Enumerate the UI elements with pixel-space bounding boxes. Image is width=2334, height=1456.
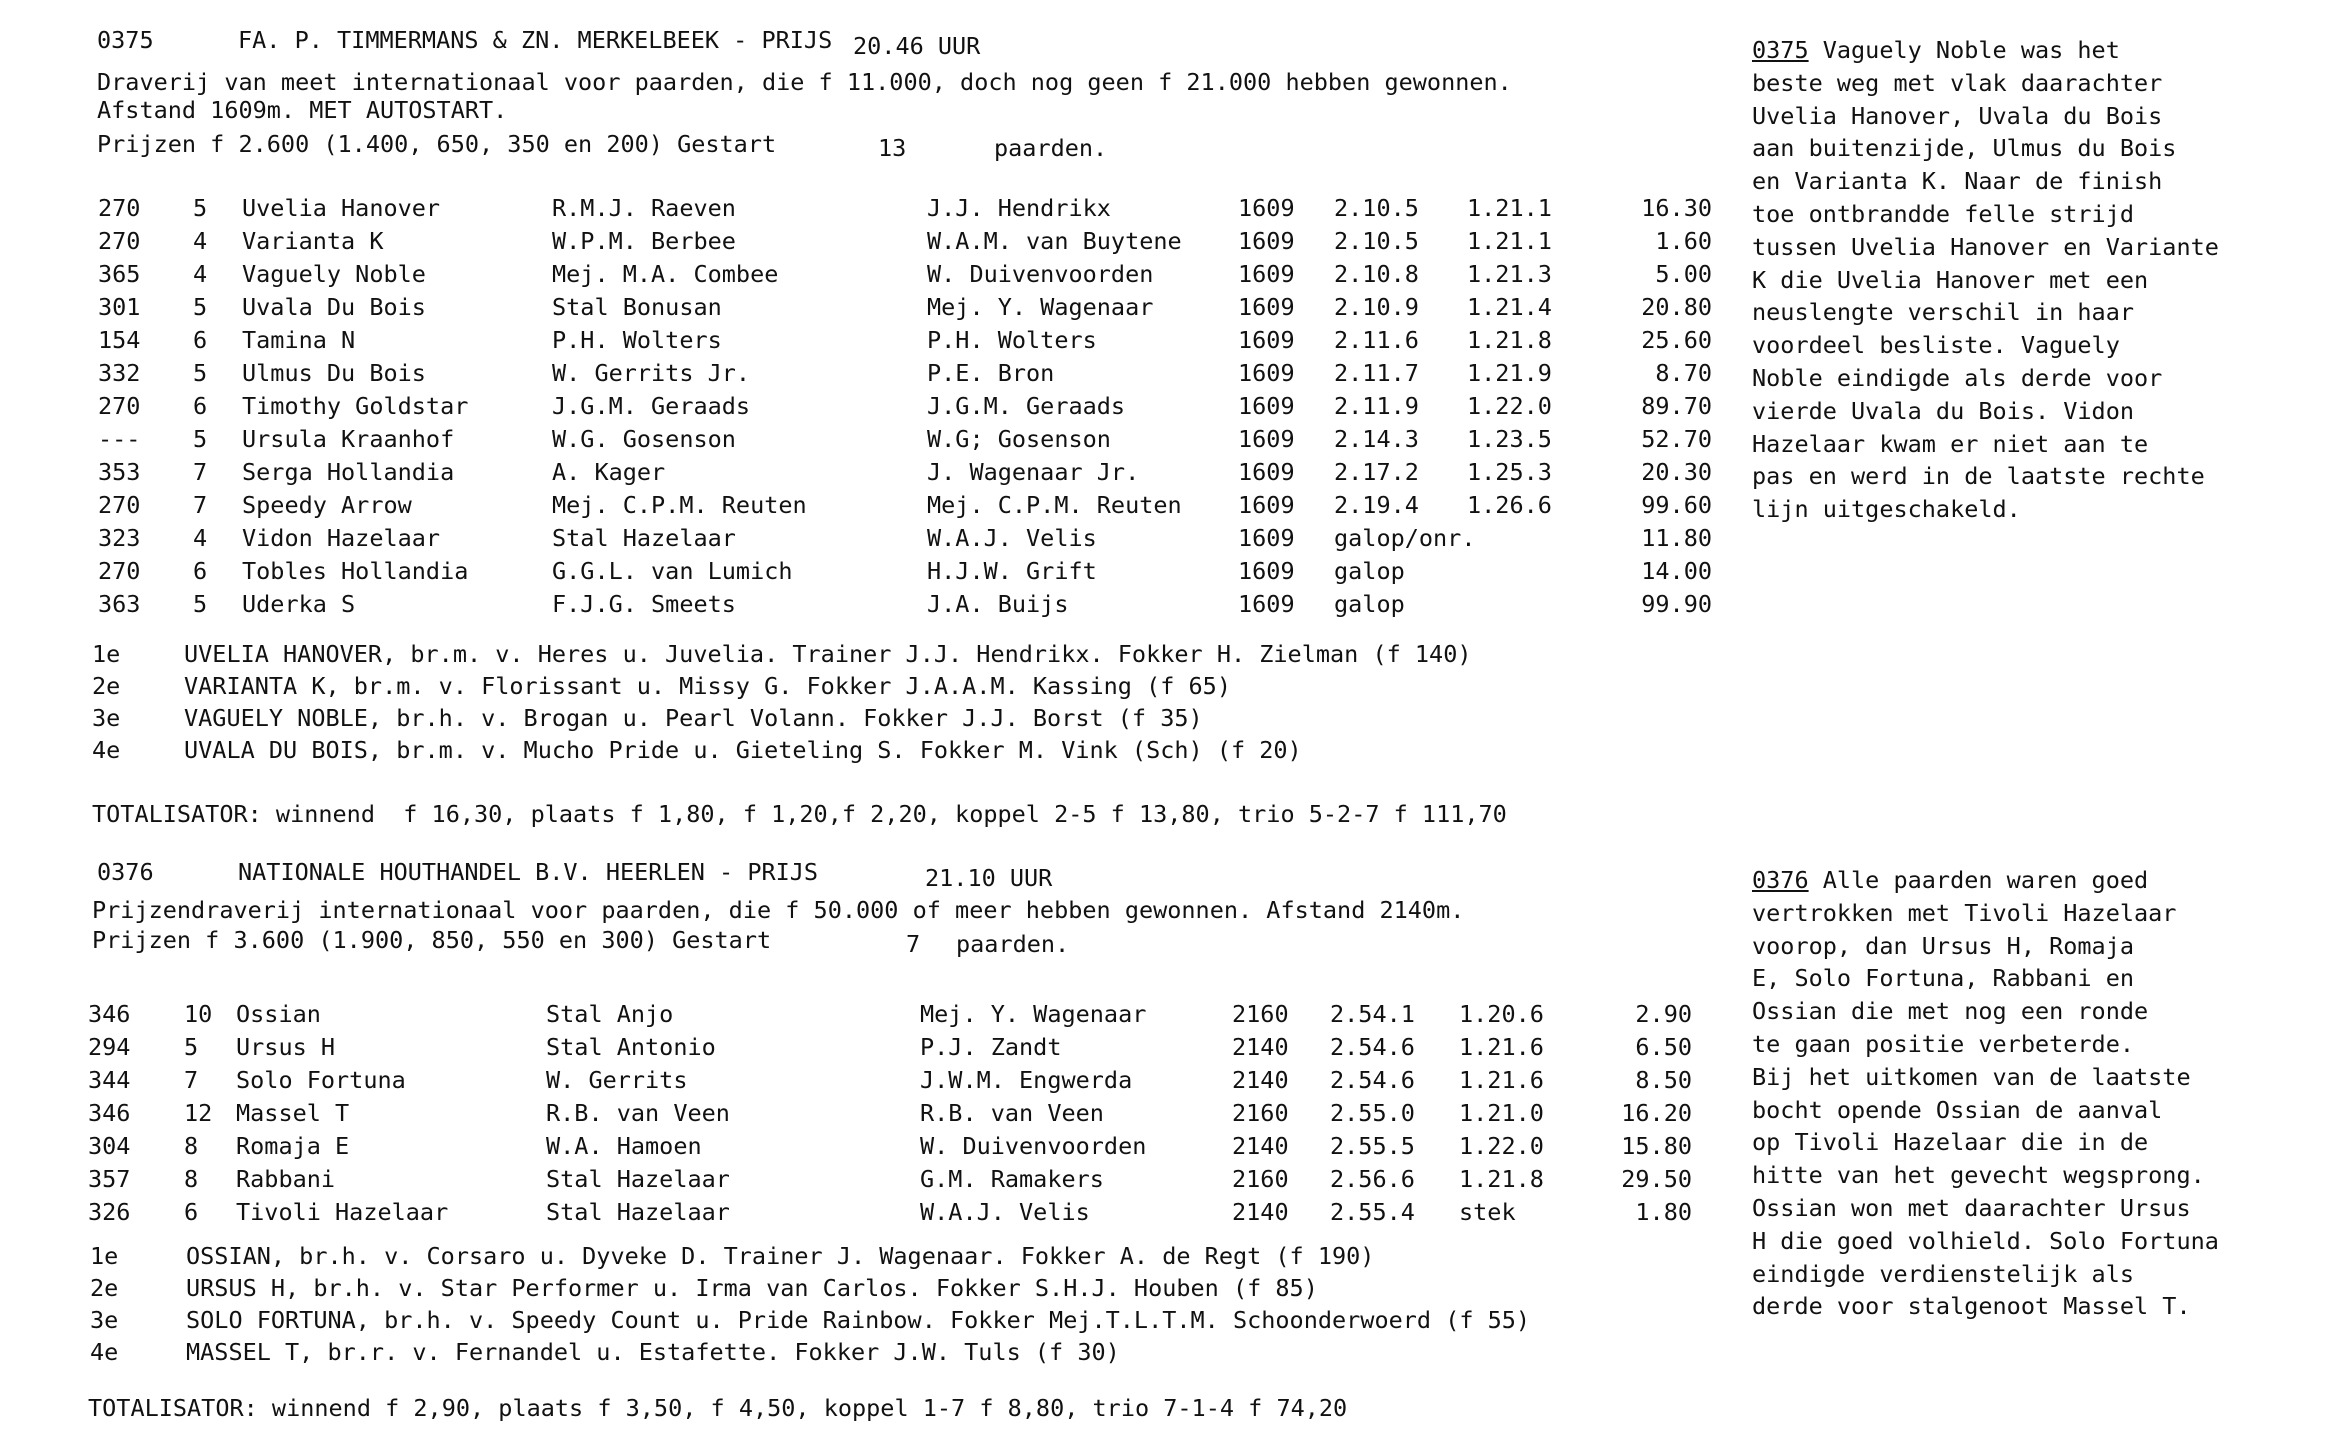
- entry-num: 323: [98, 524, 141, 552]
- result-text: VAGUELY NOBLE, br.h. v. Brogan u. Pearl Volann. Fokker J.J. Borst (f 35): [184, 704, 1203, 732]
- report-line: Uvelia Hanover, Uvala du Bois: [1752, 101, 2163, 130]
- race-description: Draverij van meet internationaal voor paarden, die f 11.000, doch nog geen f 21.000 hebben gewonnen.: [97, 68, 1512, 96]
- race-time: 21.10 UUR: [925, 864, 1053, 892]
- entry-odds: 89.70: [1641, 392, 1712, 420]
- entry-km-time: 1.21.8: [1459, 1165, 1544, 1193]
- entry-driver: H.J.W. Grift: [927, 557, 1097, 585]
- entry-horse: Uvelia Hanover: [242, 194, 441, 222]
- entry-time: 2.17.2: [1334, 458, 1419, 486]
- entry-odds: 52.70: [1641, 425, 1712, 453]
- entry-row: [0, 458, 1740, 491]
- result-place: 3e: [90, 1306, 119, 1334]
- race-description: Prijzendraverij internationaal voor paarden, die f 50.000 of meer hebben gewonnen. Afstand 2140m.: [92, 896, 1465, 924]
- result-place: 1e: [92, 640, 121, 668]
- entry-km-time: 1.22.0: [1459, 1132, 1544, 1160]
- entry-distance: 1609: [1238, 524, 1295, 552]
- entry-distance: 1609: [1238, 425, 1295, 453]
- result-place: 2e: [92, 672, 121, 700]
- entry-time: 2.55.5: [1330, 1132, 1415, 1160]
- entry-driver: W.A.J. Velis: [920, 1198, 1090, 1226]
- entry-odds: 29.50: [1621, 1165, 1692, 1193]
- entry-age: 5: [184, 1033, 199, 1061]
- result-place: 2e: [90, 1274, 119, 1302]
- entry-owner: Stal Bonusan: [552, 293, 722, 321]
- result-place: 4e: [90, 1338, 119, 1366]
- entry-row: [0, 1000, 1740, 1033]
- race-started-suffix: paarden.: [956, 930, 1070, 958]
- entry-age: 8: [184, 1165, 199, 1193]
- entry-km-time: 1.26.6: [1467, 491, 1552, 519]
- entry-distance: 1609: [1238, 590, 1295, 618]
- result-place: 3e: [92, 704, 121, 732]
- entry-km-time: 1.21.6: [1459, 1033, 1544, 1061]
- entry-time: 2.10.5: [1334, 227, 1419, 255]
- entry-row: [0, 392, 1740, 425]
- entry-odds: 16.30: [1641, 194, 1712, 222]
- entry-row: [0, 227, 1740, 260]
- totalisator-line: TOTALISATOR: winnend f 2,90, plaats f 3,50, f 4,50, koppel 1-7 f 8,80, trio 7-1-4 f 74,20: [88, 1394, 1348, 1422]
- entry-num: 301: [98, 293, 141, 321]
- report-race-id: 0376: [1752, 866, 1809, 894]
- race-started-count: 13: [878, 134, 907, 162]
- report-line: hitte van het gevecht wegsprong.: [1752, 1161, 2205, 1190]
- entry-row: [0, 557, 1740, 590]
- entry-distance: 1609: [1238, 359, 1295, 387]
- entry-horse: Speedy Arrow: [242, 491, 412, 519]
- entry-odds: 2.90: [1635, 1000, 1692, 1028]
- entry-km-time: 1.20.6: [1459, 1000, 1544, 1028]
- result-text: VARIANTA K, br.m. v. Florissant u. Missy G. Fokker J.A.A.M. Kassing (f 65): [184, 672, 1231, 700]
- entry-time: 2.54.1: [1330, 1000, 1415, 1028]
- entry-age: 6: [184, 1198, 199, 1226]
- entry-row: [0, 590, 1740, 623]
- race-report-0376: [1752, 864, 2312, 1323]
- entry-horse: Tivoli Hazelaar: [236, 1198, 449, 1226]
- entry-owner: W.A. Hamoen: [546, 1132, 702, 1160]
- report-line: 0376 Alle paarden waren goed: [1752, 866, 2149, 894]
- entry-horse: Varianta K: [242, 227, 384, 255]
- entry-distance: 2140: [1232, 1132, 1289, 1160]
- entry-horse: Massel T: [236, 1099, 350, 1127]
- entry-odds: 8.70: [1655, 359, 1712, 387]
- entry-owner: J.G.M. Geraads: [552, 392, 751, 420]
- entry-time: galop: [1334, 590, 1405, 618]
- entry-driver: W.A.M. van Buytene: [927, 227, 1182, 255]
- entry-time: galop/onr.: [1334, 524, 1476, 552]
- report-line: E, Solo Fortuna, Rabbani en: [1752, 964, 2135, 993]
- entry-odds: 1.60: [1655, 227, 1712, 255]
- report-line: Ossian won met daarachter Ursus: [1752, 1193, 2191, 1222]
- race-started-count: 7: [906, 930, 921, 958]
- entry-distance: 2160: [1232, 1099, 1289, 1127]
- entry-time: galop: [1334, 557, 1405, 585]
- report-line: te gaan positie verbeterde.: [1752, 1029, 2135, 1058]
- entry-distance: 1609: [1238, 392, 1295, 420]
- entry-driver: W. Duivenvoorden: [927, 260, 1154, 288]
- entry-num: 154: [98, 326, 141, 354]
- entry-age: 5: [193, 425, 208, 453]
- entry-row: [0, 524, 1740, 557]
- entry-owner: Stal Anjo: [546, 1000, 674, 1028]
- race-number: 0376: [97, 858, 154, 886]
- entry-num: 270: [98, 557, 141, 585]
- report-line: Ossian die met nog een ronde: [1752, 997, 2149, 1026]
- entry-row: [0, 425, 1740, 458]
- entry-km-time: 1.21.9: [1467, 359, 1552, 387]
- report-line: toe ontbrandde felle strijd: [1752, 199, 2135, 228]
- entry-odds: 20.80: [1641, 293, 1712, 321]
- entry-row: [0, 260, 1740, 293]
- entry-num: 353: [98, 458, 141, 486]
- entry-horse: Vidon Hazelaar: [242, 524, 441, 552]
- entry-horse: Timothy Goldstar: [242, 392, 469, 420]
- entry-owner: W. Gerrits: [546, 1066, 688, 1094]
- entry-row: [0, 359, 1740, 392]
- report-line: en Varianta K. Naar de finish: [1752, 167, 2163, 196]
- entry-odds: 99.60: [1641, 491, 1712, 519]
- entry-num: 270: [98, 491, 141, 519]
- report-race-id: 0375: [1752, 36, 1809, 64]
- report-line: pas en werd in de laatste rechte: [1752, 462, 2205, 491]
- entry-distance: 1609: [1238, 491, 1295, 519]
- entry-distance: 2160: [1232, 1000, 1289, 1028]
- entry-driver: J.J. Hendrikx: [927, 194, 1111, 222]
- report-line: H die goed volhield. Solo Fortuna: [1752, 1226, 2219, 1255]
- entry-age: 4: [193, 260, 208, 288]
- entry-driver: P.H. Wolters: [927, 326, 1097, 354]
- entry-km-time: stek: [1459, 1198, 1516, 1226]
- entry-driver: J. Wagenaar Jr.: [927, 458, 1140, 486]
- result-place: 4e: [92, 736, 121, 764]
- entry-horse: Tobles Hollandia: [242, 557, 469, 585]
- race-distance: Afstand 1609m. MET AUTOSTART.: [97, 96, 508, 124]
- entry-odds: 14.00: [1641, 557, 1712, 585]
- entry-age: 6: [193, 557, 208, 585]
- race-prizes: Prijzen f 2.600 (1.400, 650, 350 en 200) Gestart: [97, 130, 777, 158]
- entry-horse: Uderka S: [242, 590, 356, 618]
- entry-horse: Serga Hollandia: [242, 458, 455, 486]
- report-line: lijn uitgeschakeld.: [1752, 495, 2021, 524]
- entry-time: 2.19.4: [1334, 491, 1419, 519]
- entry-distance: 1609: [1238, 557, 1295, 585]
- report-line: voorop, dan Ursus H, Romaja: [1752, 931, 2135, 960]
- entry-age: 7: [193, 458, 208, 486]
- entry-odds: 5.00: [1655, 260, 1712, 288]
- race-report-0375: [1752, 34, 2312, 526]
- report-line: Bij het uitkomen van de laatste: [1752, 1062, 2191, 1091]
- report-line: K die Uvelia Hanover met een: [1752, 265, 2149, 294]
- entry-owner: Mej. M.A. Combee: [552, 260, 779, 288]
- entry-owner: Stal Hazelaar: [552, 524, 736, 552]
- entry-horse: Vaguely Noble: [242, 260, 426, 288]
- entry-distance: 1609: [1238, 326, 1295, 354]
- report-line: vertrokken met Tivoli Hazelaar: [1752, 898, 2177, 927]
- report-line: vierde Uvala du Bois. Vidon: [1752, 396, 2135, 425]
- entry-km-time: 1.23.5: [1467, 425, 1552, 453]
- entry-owner: A. Kager: [552, 458, 666, 486]
- entry-num: 357: [88, 1165, 131, 1193]
- report-line: tussen Uvelia Hanover en Variante: [1752, 232, 2219, 261]
- entry-owner: W.G. Gosenson: [552, 425, 736, 453]
- entry-num: 346: [88, 1000, 131, 1028]
- entry-time: 2.56.6: [1330, 1165, 1415, 1193]
- entry-time: 2.11.6: [1334, 326, 1419, 354]
- entry-driver: Mej. Y. Wagenaar: [920, 1000, 1147, 1028]
- entry-num: ---: [98, 425, 141, 453]
- report-line: derde voor stalgenoot Massel T.: [1752, 1292, 2191, 1321]
- report-line: voordeel besliste. Vaguely: [1752, 331, 2120, 360]
- entry-odds: 20.30: [1641, 458, 1712, 486]
- report-line: eindigde verdienstelijk als: [1752, 1259, 2135, 1288]
- entry-num: 294: [88, 1033, 131, 1061]
- entry-row: [0, 1033, 1740, 1066]
- entry-row: [0, 1099, 1740, 1132]
- entry-age: 8: [184, 1132, 199, 1160]
- entry-horse: Ulmus Du Bois: [242, 359, 426, 387]
- report-line: neuslengte verschil in haar: [1752, 298, 2135, 327]
- report-line: 0375 Vaguely Noble was het: [1752, 36, 2120, 64]
- entry-distance: 1609: [1238, 227, 1295, 255]
- report-line: aan buitenzijde, Ulmus du Bois: [1752, 134, 2177, 163]
- entry-time: 2.11.9: [1334, 392, 1419, 420]
- entry-owner: W. Gerrits Jr.: [552, 359, 751, 387]
- result-text: OSSIAN, br.h. v. Corsaro u. Dyveke D. Trainer J. Wagenaar. Fokker A. de Regt (f 190): [186, 1242, 1375, 1270]
- entry-owner: Stal Hazelaar: [546, 1165, 730, 1193]
- entry-horse: Ursus H: [236, 1033, 336, 1061]
- entry-driver: P.E. Bron: [927, 359, 1055, 387]
- race-prizes: Prijzen f 3.600 (1.900, 850, 550 en 300) Gestart: [92, 926, 772, 954]
- entry-time: 2.11.7: [1334, 359, 1419, 387]
- entry-time: 2.14.3: [1334, 425, 1419, 453]
- entry-driver: J.W.M. Engwerda: [920, 1066, 1133, 1094]
- entry-driver: W.G; Gosenson: [927, 425, 1111, 453]
- entry-odds: 99.90: [1641, 590, 1712, 618]
- entry-age: 5: [193, 590, 208, 618]
- entry-driver: R.B. van Veen: [920, 1099, 1104, 1127]
- entry-row: [0, 1165, 1740, 1198]
- entry-row: [0, 194, 1740, 227]
- report-line: Noble eindigde als derde voor: [1752, 363, 2163, 392]
- entry-odds: 16.20: [1621, 1099, 1692, 1127]
- entry-km-time: 1.21.0: [1459, 1099, 1544, 1127]
- entry-num: 344: [88, 1066, 131, 1094]
- entry-age: 6: [193, 326, 208, 354]
- entry-horse: Uvala Du Bois: [242, 293, 426, 321]
- entry-km-time: 1.21.3: [1467, 260, 1552, 288]
- result-text: UVALA DU BOIS, br.m. v. Mucho Pride u. Gieteling S. Fokker M. Vink (Sch) (f 20): [184, 736, 1302, 764]
- entry-row: [0, 293, 1740, 326]
- entry-row: [0, 1132, 1740, 1165]
- entry-row: [0, 1066, 1740, 1099]
- entry-odds: 11.80: [1641, 524, 1712, 552]
- entry-age: 5: [193, 293, 208, 321]
- entry-distance: 2140: [1232, 1033, 1289, 1061]
- entry-owner: R.B. van Veen: [546, 1099, 730, 1127]
- entry-time: 2.54.6: [1330, 1066, 1415, 1094]
- entry-time: 2.54.6: [1330, 1033, 1415, 1061]
- entry-age: 7: [184, 1066, 199, 1094]
- entry-driver: Mej. Y. Wagenaar: [927, 293, 1154, 321]
- entry-time: 2.10.8: [1334, 260, 1419, 288]
- entry-age: 4: [193, 227, 208, 255]
- entry-age: 10: [184, 1000, 213, 1028]
- entry-horse: Rabbani: [236, 1165, 336, 1193]
- entry-age: 7: [193, 491, 208, 519]
- entry-km-time: 1.22.0: [1467, 392, 1552, 420]
- entry-num: 346: [88, 1099, 131, 1127]
- entry-num: 304: [88, 1132, 131, 1160]
- race-number: 0375: [97, 26, 154, 54]
- report-line: op Tivoli Hazelaar die in de: [1752, 1128, 2149, 1157]
- entry-owner: P.H. Wolters: [552, 326, 722, 354]
- entry-num: 270: [98, 194, 141, 222]
- entry-odds: 15.80: [1621, 1132, 1692, 1160]
- entry-owner: G.G.L. van Lumich: [552, 557, 793, 585]
- result-text: URSUS H, br.h. v. Star Performer u. Irma van Carlos. Fokker S.H.J. Houben (f 85): [186, 1274, 1318, 1302]
- entry-num: 365: [98, 260, 141, 288]
- report-line: beste weg met vlak daarachter: [1752, 68, 2163, 97]
- entry-odds: 25.60: [1641, 326, 1712, 354]
- entry-time: 2.10.9: [1334, 293, 1419, 321]
- entry-horse: Ursula Kraanhof: [242, 425, 455, 453]
- entry-km-time: 1.25.3: [1467, 458, 1552, 486]
- entry-driver: W.A.J. Velis: [927, 524, 1097, 552]
- entry-horse: Romaja E: [236, 1132, 350, 1160]
- entry-num: 270: [98, 227, 141, 255]
- entry-distance: 1609: [1238, 458, 1295, 486]
- entry-row: [0, 1198, 1740, 1231]
- entry-odds: 6.50: [1635, 1033, 1692, 1061]
- entry-driver: Mej. C.P.M. Reuten: [927, 491, 1182, 519]
- race-started-suffix: paarden.: [994, 134, 1108, 162]
- race-time: 20.46 UUR: [853, 32, 981, 60]
- entry-km-time: 1.21.1: [1467, 227, 1552, 255]
- entry-time: 2.55.0: [1330, 1099, 1415, 1127]
- entry-horse: Ossian: [236, 1000, 321, 1028]
- entry-time: 2.10.5: [1334, 194, 1419, 222]
- entry-horse: Tamina N: [242, 326, 356, 354]
- entry-km-time: 1.21.4: [1467, 293, 1552, 321]
- entry-owner: Mej. C.P.M. Reuten: [552, 491, 807, 519]
- entry-age: 4: [193, 524, 208, 552]
- result-text: SOLO FORTUNA, br.h. v. Speedy Count u. Pride Rainbow. Fokker Mej.T.L.T.M. Schoonderwoerd (f 55): [186, 1306, 1531, 1334]
- race-sponsor-title: NATIONALE HOUTHANDEL B.V. HEERLEN - PRIJS: [238, 858, 819, 886]
- entry-owner: W.P.M. Berbee: [552, 227, 736, 255]
- entry-row: [0, 326, 1740, 359]
- entry-distance: 1609: [1238, 260, 1295, 288]
- entry-km-time: 1.21.1: [1467, 194, 1552, 222]
- entry-time: 2.55.4: [1330, 1198, 1415, 1226]
- entry-num: 332: [98, 359, 141, 387]
- result-text: UVELIA HANOVER, br.m. v. Heres u. Juvelia. Trainer J.J. Hendrikx. Fokker H. Zielman (f 140): [184, 640, 1472, 668]
- race-sponsor-title: FA. P. TIMMERMANS & ZN. MERKELBEEK - PRIJS: [238, 26, 833, 54]
- entry-num: 326: [88, 1198, 131, 1226]
- result-place: 1e: [90, 1242, 119, 1270]
- entry-driver: W. Duivenvoorden: [920, 1132, 1147, 1160]
- entry-odds: 1.80: [1635, 1198, 1692, 1226]
- entry-km-time: 1.21.6: [1459, 1066, 1544, 1094]
- entry-driver: P.J. Zandt: [920, 1033, 1062, 1061]
- entry-horse: Solo Fortuna: [236, 1066, 406, 1094]
- entry-odds: 8.50: [1635, 1066, 1692, 1094]
- entry-age: 5: [193, 194, 208, 222]
- entry-age: 5: [193, 359, 208, 387]
- entry-owner: R.M.J. Raeven: [552, 194, 736, 222]
- entry-age: 12: [184, 1099, 213, 1127]
- entry-driver: J.A. Buijs: [927, 590, 1069, 618]
- entry-distance: 2140: [1232, 1198, 1289, 1226]
- entry-driver: G.M. Ramakers: [920, 1165, 1104, 1193]
- entry-km-time: 1.21.8: [1467, 326, 1552, 354]
- entry-num: 363: [98, 590, 141, 618]
- entry-distance: 2140: [1232, 1066, 1289, 1094]
- entry-owner: Stal Antonio: [546, 1033, 716, 1061]
- entry-owner: F.J.G. Smeets: [552, 590, 736, 618]
- entry-row: [0, 491, 1740, 524]
- report-line: bocht opende Ossian de aanval: [1752, 1095, 2163, 1124]
- entry-age: 6: [193, 392, 208, 420]
- entry-distance: 2160: [1232, 1165, 1289, 1193]
- report-line: Hazelaar kwam er niet aan te: [1752, 429, 2149, 458]
- totalisator-line: TOTALISATOR: winnend f 16,30, plaats f 1,80, f 1,20,f 2,20, koppel 2-5 f 13,80, trio 5-2-7 f 111,70: [92, 800, 1507, 828]
- entry-distance: 1609: [1238, 194, 1295, 222]
- entry-num: 270: [98, 392, 141, 420]
- entry-owner: Stal Hazelaar: [546, 1198, 730, 1226]
- entry-driver: J.G.M. Geraads: [927, 392, 1126, 420]
- entry-distance: 1609: [1238, 293, 1295, 321]
- result-text: MASSEL T, br.r. v. Fernandel u. Estafette. Fokker J.W. Tuls (f 30): [186, 1338, 1120, 1366]
